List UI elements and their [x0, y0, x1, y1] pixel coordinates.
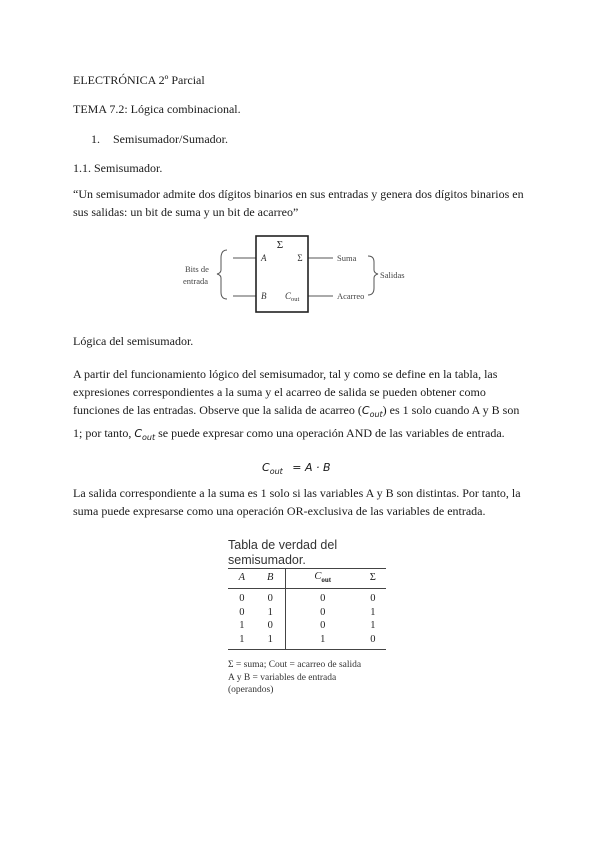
table-row	[228, 633, 386, 650]
cout-symbol-inline: $C_{out}$	[361, 404, 383, 420]
truth-table-header-row	[228, 569, 386, 589]
cell-cout: 0	[285, 589, 359, 606]
carry-formula	[262, 461, 331, 476]
inputs-label-line1: Bits de	[185, 264, 209, 274]
cell-cout: 0	[285, 606, 359, 620]
truth-table-title	[228, 538, 398, 568]
course-title: ELECTRÓNICA 2º Parcial	[73, 73, 205, 87]
input-b-pin: B	[261, 291, 267, 301]
definition-quote: “Un semisumador admite dos dígitos binarios en sus entradas y genera dos dígitos binarios en sus salidas: un bit de suma y un bit de acarreo”	[73, 187, 524, 219]
legend-line3: (operandos)	[228, 685, 274, 695]
cell-b: 1	[256, 633, 286, 650]
input-a-pin: A	[261, 253, 267, 263]
paragraph-text-part2: ) es 1 solo cuando A y B son 1; por tanto,	[73, 403, 520, 441]
paragraph-text-part1: A partir del funcionamiento lógico del semisumador, tal y como se define en la tabla, las expresiones correspondientes a la suma y el acarreo de salida se pueden obtener como funciones de las entradas. Observe que la salida de acarreo (	[73, 367, 498, 417]
cell-a: 0	[239, 593, 245, 605]
cell-sum: 0	[360, 633, 386, 650]
cell-a: 1	[228, 633, 256, 650]
sum-output-pin: Σ	[297, 253, 303, 263]
sum-output-label: Suma	[337, 253, 357, 263]
cell-b: 0	[267, 593, 273, 605]
table-row	[228, 606, 386, 620]
carry-output-label: Acarreo	[337, 291, 365, 301]
header-cout: $C_{out}$	[285, 569, 359, 589]
cell-a: 0	[239, 606, 245, 618]
subsection-title: 1.1. Semisumador.	[73, 161, 163, 175]
header-b: B	[256, 569, 286, 589]
paragraph-text-part3: se puede expresar como una operación AND de las variables de entrada.	[155, 426, 505, 441]
formula-lhs: $C_{out}$	[262, 461, 283, 477]
truth-table	[228, 568, 386, 650]
explanation-paragraph	[73, 365, 525, 447]
inputs-label-line2: entrada	[183, 276, 209, 286]
cell-sum: 1	[370, 620, 376, 632]
cell-b: 1	[267, 606, 273, 618]
cell-a: 1	[239, 620, 245, 632]
legend-line1: Σ = suma; Cout = acarreo de salida	[228, 660, 362, 670]
list-item-text: Semisumador/Sumador.	[113, 132, 228, 146]
truth-table-title-line2: semisumador.	[228, 553, 306, 567]
carry-output-pin: $C_{out}$	[285, 291, 300, 303]
table-row	[228, 619, 386, 633]
half-adder-diagram	[175, 228, 415, 318]
cell-cout: 0	[285, 619, 359, 633]
cout-symbol-inline-2: $C_{out}$	[134, 427, 156, 443]
list-number: 1.	[91, 132, 100, 146]
topic-title: TEMA 7.2: Lógica combinacional.	[73, 102, 241, 116]
outputs-label: Salidas	[380, 270, 405, 280]
truth-table-legend	[228, 659, 361, 697]
cell-b: 0	[267, 620, 273, 632]
numbered-list-item	[91, 131, 228, 147]
xor-paragraph: La salida correspondiente a la suma es 1 solo si las variables A y B son distintas. Por tanto, la suma puede expresarse como una operación OR-exclusiva de las variables de entrada.	[73, 486, 521, 518]
table-row	[228, 589, 386, 606]
cell-sum: 1	[370, 606, 376, 618]
formula-rhs: = A · B	[292, 461, 331, 474]
header-sum: Σ	[360, 569, 386, 589]
cell-sum: 0	[370, 593, 376, 605]
block-sigma-symbol: Σ	[276, 239, 284, 251]
cell-cout: 1	[285, 633, 359, 650]
legend-line2: A y B = variables de entrada	[228, 672, 337, 683]
header-a: A	[228, 569, 256, 589]
logic-heading: Lógica del semisumador.	[73, 334, 194, 348]
truth-table-title-line1: Tabla de verdad del	[228, 538, 338, 552]
